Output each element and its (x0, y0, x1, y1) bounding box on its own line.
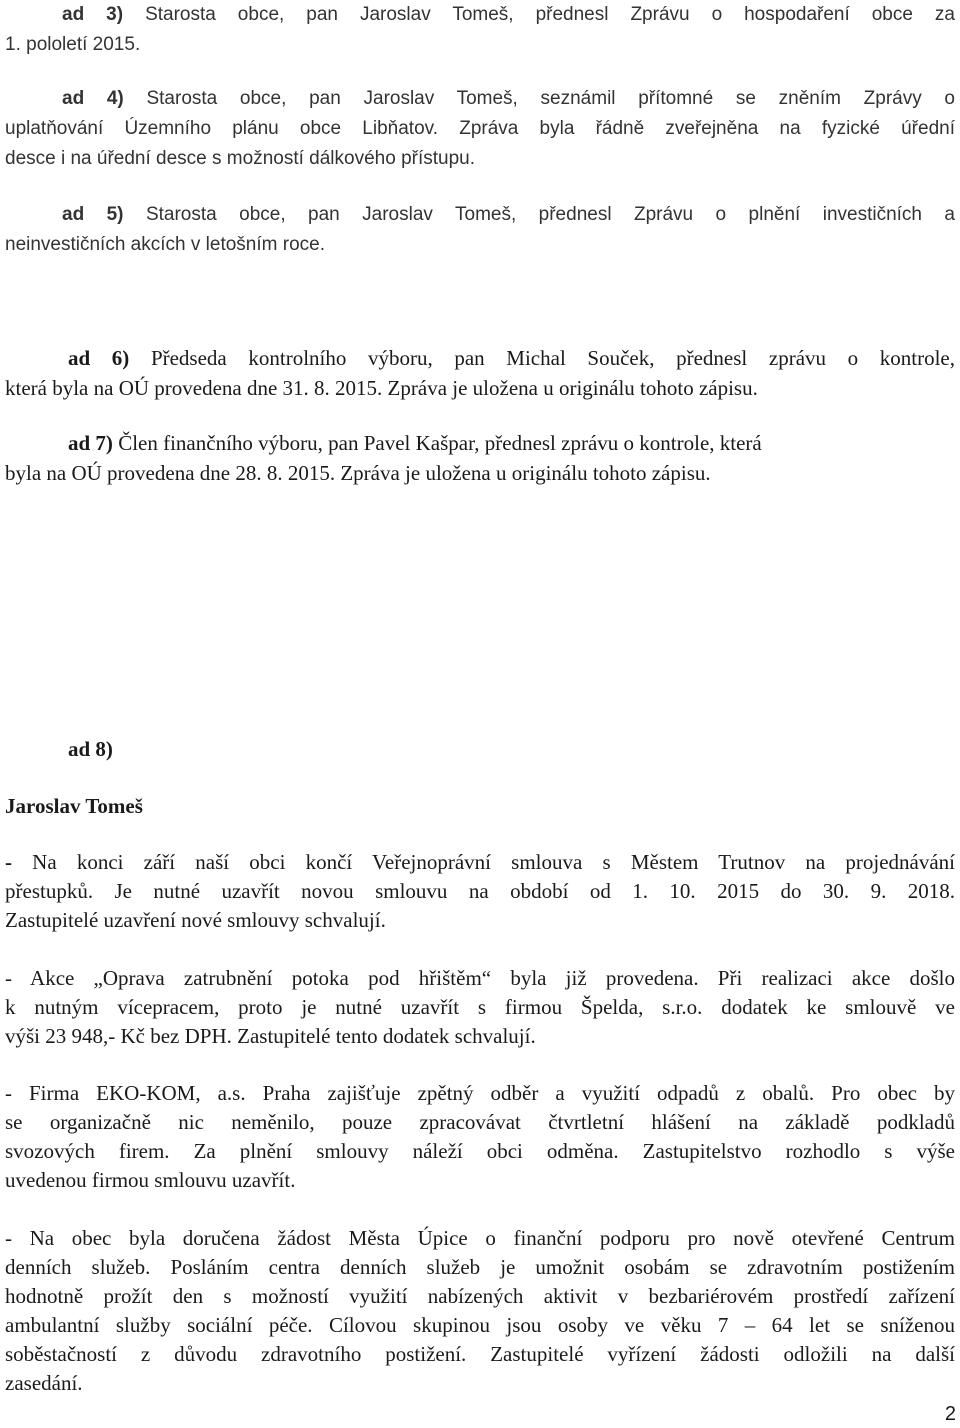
item-ad7-line1 (5, 428, 955, 458)
speaker-name (5, 791, 955, 821)
item-ad7-line2: byla na OÚ provedena dne 28. 8. 2015. Zpráva je uložena u originálu tohoto zápisu. (5, 461, 711, 485)
item-ad6-label: ad 6) (68, 346, 130, 370)
ad8-p2-line2: k nutným vícepracem, proto je nutné uzavřít s firmou Špelda, s.r.o. dodatek ke smlouvě ve (5, 995, 955, 1019)
item-ad3-text1: Starosta obce, pan Jaroslav Tomeš, přednesl Zprávu o hospodaření obce za (145, 4, 955, 25)
item-ad3-line1 (5, 0, 955, 30)
page-number: 2 (944, 1403, 956, 1425)
ad8-p4-line1: - Na obec byla doručena žádost Města Úpice o finanční podporu pro nově otevřené Centrum (5, 1226, 955, 1250)
item-ad5 (5, 200, 955, 260)
item-ad5-line1 (5, 200, 955, 230)
ad8-p1-dash: - (5, 850, 12, 874)
item-ad3-line2: 1. pololetí 2015. (5, 34, 141, 55)
item-ad4-label: ad 4) (62, 88, 124, 109)
item-ad5-text1: Starosta obce, pan Jaroslav Tomeš, přednesl Zprávu o plnění investičních a (145, 204, 955, 225)
item-ad4 (5, 84, 955, 174)
item-ad6 (5, 343, 955, 403)
item-ad7 (5, 428, 955, 488)
item-ad6-text1: Předseda kontrolního výboru, pan Michal Souček, přednesl zprávu o kontrole, (150, 346, 955, 370)
ad8-p1-text1: Na konci září naší obci končí Veřejnoprávní smlouva s Městem Trutnov na projednávání (32, 850, 955, 874)
item-ad3 (5, 0, 955, 60)
ad8-p4-line2: denních služeb. Posláním centra denních služeb je umožnit osobám se zdravotním postižením (5, 1255, 955, 1279)
ad8-p4-line3: hodnotně prožít den s možností využití nabízených aktivit v bezbariérovém prostředí zařízení (5, 1284, 955, 1308)
item-ad3-label: ad 3) (62, 4, 124, 25)
item-ad6-line2: která byla na OÚ provedena dne 31. 8. 2015. Zpráva je uložena u originálu tohoto zápisu. (5, 376, 758, 400)
item-ad4-text1: Starosta obce, pan Jaroslav Tomeš, seznámil přítomné se zněním Zprávy o (146, 88, 955, 109)
ad8-paragraph-3 (5, 1079, 955, 1195)
item-ad4-line2: uplatňování Územního plánu obce Libňatov. Zpráva byla řádně zveřejněna na fyzické úřední (5, 118, 955, 139)
item-ad4-line1 (5, 84, 955, 114)
ad8-paragraph-1 (5, 848, 955, 935)
item-ad5-label: ad 5) (62, 204, 124, 225)
item-ad5-line2: neinvestičních akcích v letošním roce. (5, 234, 325, 255)
ad8-p3-line2: se organizačně nic neměnilo, pouze zpracovávat čtvrtletní hlášení na základě podkladů (5, 1110, 955, 1134)
ad8-p1-line3: Zastupitelé uzavření nové smlouvy schvalují. (5, 908, 386, 932)
ad8-p3-line4: uvedenou firmou smlouvu uzavřít. (5, 1168, 296, 1192)
item-ad4-line3: desce i na úřední desce s možností dálkového přístupu. (5, 148, 475, 169)
item-ad7-text1: Člen finančního výboru, pan Pavel Kašpar, přednesl zprávu o kontrole, která (118, 431, 762, 455)
ad8-p4-line4: ambulantní služby sociální péče. Cílovou skupinou jsou osoby ve věku 7 – 64 let se sníženou (5, 1313, 955, 1337)
item-ad7-label: ad 7) (68, 431, 113, 455)
ad8-p3-line1: - Firma EKO-KOM, a.s. Praha zajišťuje zpětný odběr a využití odpadů z obalů. Pro obec by (5, 1081, 955, 1105)
ad8-p3-line3: svozových firem. Za plnění smlouvy náleží obci odměna. Zastupitelstvo rozhodlo s výše (5, 1139, 955, 1163)
ad8-paragraph-4 (5, 1224, 955, 1398)
ad8-p4-line5: soběstačností z důvodu zdravotního postižení. Zastupitelé vyřízení žádosti odložili na další (5, 1342, 955, 1366)
ad8-p4-line6: zasedání. (5, 1371, 83, 1395)
ad8-p2-line1: - Akce „Oprava zatrubnění potoka pod hřištěm“ byla již provedena. Při realizaci akce došlo (5, 966, 955, 990)
item-ad6-line1 (5, 343, 955, 373)
ad8-p2-line3: výši 23 948,- Kč bez DPH. Zastupitelé tento dodatek schvalují. (5, 1024, 536, 1048)
ad8-p1-line1 (5, 848, 955, 877)
item-ad8-label: ad 8) (68, 737, 113, 761)
item-ad8-heading (5, 734, 955, 764)
ad8-p1-line2: přestupků. Je nutné uzavřít novou smlouvu na období od 1. 10. 2015 do 30. 9. 2018. (5, 879, 955, 903)
ad8-paragraph-2 (5, 964, 955, 1051)
speaker-name-text: Jaroslav Tomeš (5, 794, 143, 818)
